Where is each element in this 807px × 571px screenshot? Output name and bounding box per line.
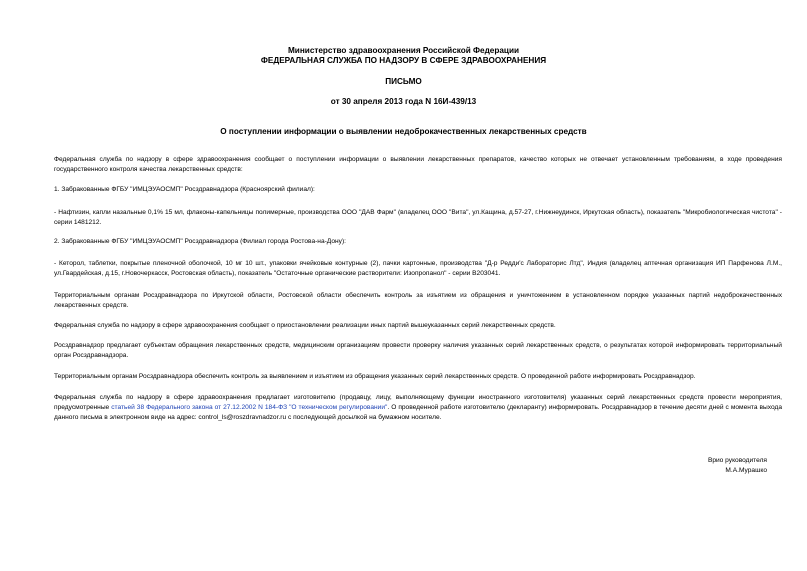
document-type: ПИСЬМО <box>385 77 422 86</box>
paragraph-item-naftizin: - Нафтизин, капли назальные 0,1% 15 мл, флаконы-капельницы полимерные, производства ООО "ДАВ Фарм" (владелец ООО "Вита", ул.Кащина, д.57-27, г.Нижнеудинск, Иркутская область), показатель "Микробиологическая чистота" - серии 1481212. <box>54 209 782 226</box>
paragraph-inspection: Росздравнадзор предлагает субъектам обращения лекарственных средств, медицинским организациям провести проверку наличия указанных серий лекарственных средств, о результатах которой информировать территориальный орган Росздравнадзора. <box>54 342 782 359</box>
signature-name: М.А.Мурашко <box>725 467 767 474</box>
paragraph-section-1: 1. Забракованные ФГБУ "ИМЦЭУАОСМП" Росздравнадзора (Красноярский филиал): <box>54 186 315 193</box>
manufacturer-text-after: . О проведенной работе изготовителю (декларанту) информировать. Росздравнадзор в течение десяти дней с момента выхода данного письма в электронном виде на адрес: control_ls@roszdravnadzor.ru с последующей досылкой на бумажном носителе. <box>54 404 782 421</box>
ministry-name: Министерство здравоохранения Российской Федерации <box>287 46 520 55</box>
paragraph-section-2: 2. Забракованные ФГБУ "ИМЦЭУАОСМП" Росздравнадзора (Филиал города Ростова-на-Дону): <box>54 238 346 245</box>
paragraph-withdrawal: Территориальным органам Росздравнадзора обеспечить контроль за выявлением и изъятием из обращения указанных серий лекарственных средств. О проведенной работе информировать Росздравнадзор. <box>54 373 696 380</box>
document-date-number: от 30 апреля 2013 года N 16И-439/13 <box>330 97 477 106</box>
law-article-link[interactable]: статьей 38 Федерального закона от 27.12.2002 N 184-ФЗ "О техническом регулировании" <box>111 404 388 411</box>
signature-position: Врио руководителя <box>707 457 767 464</box>
paragraph-item-ketorol: - Кеторол, таблетки, покрытые пленочной оболочкой, 10 мг 10 шт., упаковки ячейковые контурные (2), пачки картонные, производства "Д-р Редди'с Лабораторис Лтд", Индия (владелец аптечная организация ИП Парфенова Л.М., ул.Гвардейская, д.15, г.Новочеркасск, Ростовская область), показатель "Остаточные органические растворители: Изопропанол" - серии В203041. <box>54 260 782 277</box>
document-subject: О поступлении информации о выявлении недоброкачественных лекарственных средств <box>220 127 587 136</box>
paragraph-manufacturer <box>39 393 782 423</box>
paragraph-intro: Федеральная служба по надзору в сфере здравоохранения сообщает о поступлении информации о выявлении лекарственных препаратов, качество которых не отвечает установленным требованиям, в ходе проведения государственного контроля качества лекарственных средств: <box>54 156 782 173</box>
service-name: ФЕДЕРАЛЬНАЯ СЛУЖБА ПО НАДЗОРУ В СФЕРЕ ЗДРАВООХРАНЕНИЯ <box>260 56 547 65</box>
paragraph-suspension: Федеральная служба по надзору в сфере здравоохранения сообщает о приостановлении реализации иных партий вышеуказанных серий лекарственных средств. <box>54 322 556 329</box>
paragraph-territorial-control: Территориальным органам Росздравнадзора по Иркутской области, Ростовской области обеспечить контроль за изъятием из обращения и уничтожением в установленном порядке указанных партий недоброкачественных лекарственных средств. <box>54 292 782 309</box>
manufacturer-text-before: Федеральная служба по надзору в сфере здравоохранения предлагает изготовителю (продавцу, лицу, выполняющему функции иностранного изготовителя) указанных серий лекарственных средств провести мероприятия, предусмотренные <box>54 394 782 411</box>
